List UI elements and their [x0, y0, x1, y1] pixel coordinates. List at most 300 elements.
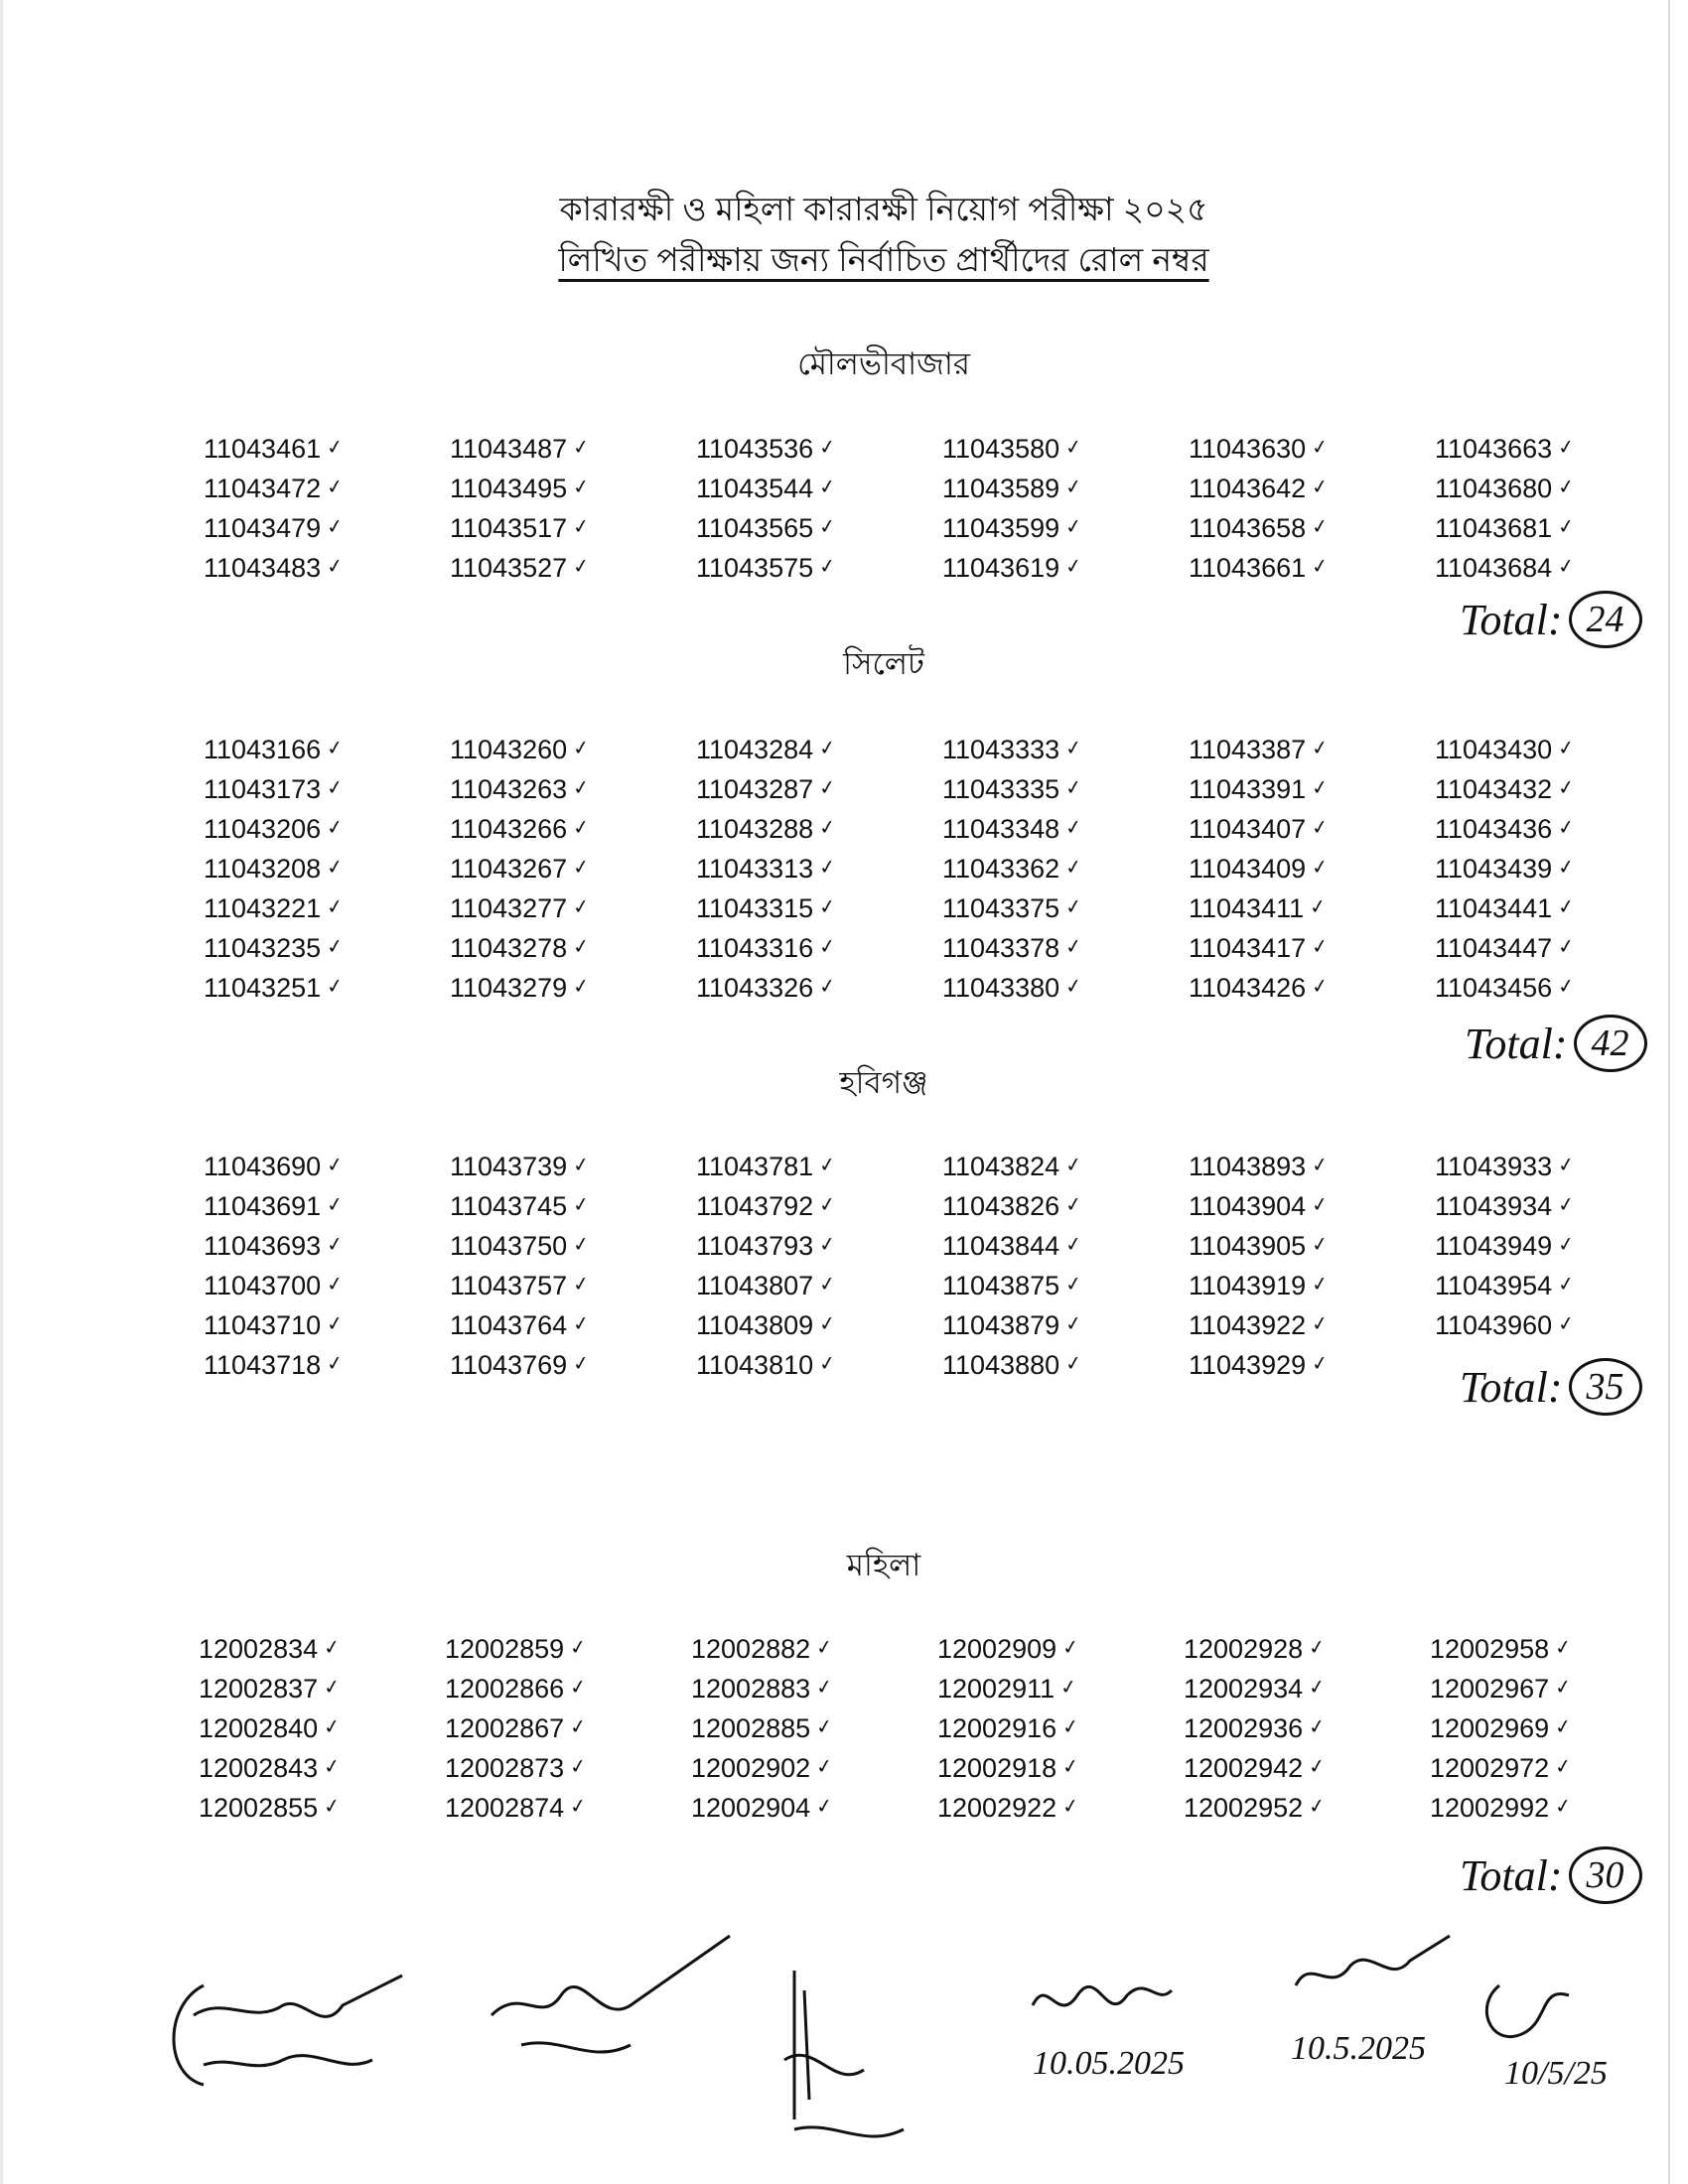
- roll-number-text: 11043279: [450, 973, 568, 1003]
- check-mark-icon: ✓: [325, 514, 346, 540]
- signature-date-3: 10/5/25: [1504, 2055, 1608, 2092]
- roll-number-text: 11043378: [942, 933, 1060, 963]
- roll-number: [1189, 1305, 1435, 1345]
- check-mark-icon: ✓: [1063, 974, 1084, 1000]
- roll-number-text: 11043684: [1435, 553, 1553, 583]
- check-mark-icon: ✓: [1307, 1675, 1328, 1701]
- roll-grid-habiganj: [204, 1147, 1681, 1385]
- roll-number: [942, 469, 1189, 508]
- check-mark-icon: ✓: [1556, 1311, 1577, 1337]
- roll-number: [691, 1708, 937, 1748]
- check-mark-icon: ✓: [1063, 1311, 1084, 1337]
- roll-number: [1435, 928, 1681, 968]
- roll-number-text: 11043288: [696, 814, 814, 844]
- signature-6-scribble: [1479, 1976, 1589, 2055]
- total-moulvibazar: Total: 24: [1460, 591, 1642, 648]
- signature-5: [1291, 1936, 1470, 2020]
- roll-number-text: 12002873: [445, 1753, 565, 1783]
- check-mark-icon: ✓: [1553, 1635, 1574, 1661]
- check-mark-icon: ✓: [1310, 1351, 1331, 1377]
- roll-number-text: 11043630: [1189, 434, 1307, 464]
- roll-number-text: 11043439: [1435, 854, 1553, 884]
- check-mark-icon: ✓: [1063, 435, 1084, 461]
- check-mark-icon: ✓: [325, 775, 346, 801]
- roll-number: [204, 1345, 450, 1385]
- roll-number-text: 11043430: [1435, 735, 1553, 764]
- roll-number-text: 11043750: [450, 1231, 568, 1261]
- roll-number: [199, 1629, 445, 1669]
- roll-number-text: 11043949: [1435, 1231, 1553, 1261]
- check-mark-icon: ✓: [1556, 894, 1577, 920]
- roll-number: [204, 548, 450, 588]
- roll-number-text: 12002866: [445, 1674, 565, 1704]
- roll-number-text: 12002859: [445, 1634, 565, 1664]
- check-mark-icon: ✓: [1310, 974, 1331, 1000]
- roll-number: [204, 809, 450, 849]
- roll-number-text: 11043436: [1435, 814, 1553, 844]
- roll-number-text: 11043922: [1189, 1310, 1307, 1340]
- roll-number-text: 11043905: [1189, 1231, 1307, 1261]
- roll-number: [450, 1345, 696, 1385]
- signature-5-scribble: [1291, 1936, 1470, 2015]
- check-mark-icon: ✓: [1556, 1153, 1577, 1178]
- roll-number-text: 11043313: [696, 854, 814, 884]
- check-mark-icon: ✓: [1556, 1192, 1577, 1218]
- roll-number: [204, 928, 450, 968]
- roll-number-text: 11043960: [1435, 1310, 1553, 1340]
- roll-number-text: 11043208: [204, 854, 322, 884]
- check-mark-icon: ✓: [817, 1153, 838, 1178]
- roll-number: [1435, 508, 1681, 548]
- roll-number-text: 11043495: [450, 474, 568, 503]
- roll-number: [696, 1226, 942, 1266]
- check-mark-icon: ✓: [814, 1635, 835, 1661]
- document-subtitle: লিখিত পরীক্ষায় জন্য নির্বাচিত প্রার্থীদের রোল নম্বর: [558, 241, 1209, 278]
- roll-number: [1189, 429, 1435, 469]
- roll-number-text: 11043409: [1189, 854, 1307, 884]
- roll-number-text: 12002952: [1184, 1793, 1304, 1823]
- roll-number: [1184, 1629, 1430, 1669]
- roll-number-text: 11043879: [942, 1310, 1060, 1340]
- check-mark-icon: ✓: [1556, 554, 1577, 580]
- roll-number-text: 11043479: [204, 513, 322, 543]
- check-mark-icon: ✓: [1553, 1675, 1574, 1701]
- check-mark-icon: ✓: [1063, 475, 1084, 500]
- roll-number: [1430, 1748, 1676, 1788]
- roll-number-text: 11043263: [450, 774, 568, 804]
- check-mark-icon: ✓: [568, 1754, 589, 1780]
- roll-number-text: 11043527: [450, 553, 568, 583]
- roll-number-text: 11043745: [450, 1191, 568, 1221]
- check-mark-icon: ✓: [322, 1635, 343, 1661]
- roll-number: [204, 1266, 450, 1305]
- roll-number-text: 11043260: [450, 735, 568, 764]
- signature-3-scribble: [774, 1971, 933, 2169]
- roll-number-text: 11043432: [1435, 774, 1553, 804]
- roll-number: [696, 469, 942, 508]
- roll-number-text: 11043575: [696, 553, 814, 583]
- signature-4-scribble: [1028, 1966, 1177, 2035]
- roll-number: [199, 1669, 445, 1708]
- roll-number-text: 11043362: [942, 854, 1060, 884]
- roll-number-text: 11043267: [450, 854, 568, 884]
- roll-number-text: 12002874: [445, 1793, 565, 1823]
- check-mark-icon: ✓: [1063, 855, 1084, 881]
- check-mark-icon: ✓: [1063, 554, 1084, 580]
- roll-number-text: 11043710: [204, 1310, 322, 1340]
- check-mark-icon: ✓: [1310, 775, 1331, 801]
- check-mark-icon: ✓: [817, 934, 838, 960]
- roll-number-text: 11043417: [1189, 933, 1307, 963]
- roll-number: [1430, 1788, 1676, 1828]
- check-mark-icon: ✓: [571, 1311, 592, 1337]
- check-mark-icon: ✓: [325, 1153, 346, 1178]
- check-mark-icon: ✓: [1308, 894, 1329, 920]
- roll-number: [1430, 1629, 1676, 1669]
- check-mark-icon: ✓: [1310, 1232, 1331, 1258]
- roll-number: [199, 1748, 445, 1788]
- check-mark-icon: ✓: [817, 1272, 838, 1297]
- check-mark-icon: ✓: [1060, 1754, 1081, 1780]
- roll-number: [696, 1147, 942, 1186]
- roll-number-text: 11043441: [1435, 893, 1553, 923]
- check-mark-icon: ✓: [571, 435, 592, 461]
- roll-number-text: 11043792: [696, 1191, 814, 1221]
- check-mark-icon: ✓: [325, 1272, 346, 1297]
- roll-number-text: 12002834: [199, 1634, 319, 1664]
- section-heading-habiganj: হবিগঞ্জ: [839, 1065, 928, 1100]
- roll-number: [1189, 1226, 1435, 1266]
- total-count: 30: [1569, 1846, 1642, 1904]
- roll-number: [1189, 809, 1435, 849]
- check-mark-icon: ✓: [1310, 514, 1331, 540]
- roll-number-text: 11043483: [204, 553, 322, 583]
- roll-number: [937, 1669, 1184, 1708]
- roll-number-text: 12002843: [199, 1753, 319, 1783]
- roll-number: [1189, 928, 1435, 968]
- roll-number: [937, 1629, 1184, 1669]
- roll-number: [1435, 548, 1681, 588]
- check-mark-icon: ✓: [1556, 815, 1577, 841]
- check-mark-icon: ✓: [568, 1794, 589, 1820]
- roll-number-text: 12002936: [1184, 1713, 1304, 1743]
- roll-number-text: 11043487: [450, 434, 568, 464]
- roll-number: [450, 769, 696, 809]
- roll-number: [445, 1629, 691, 1669]
- roll-number-text: 11043691: [204, 1191, 322, 1221]
- check-mark-icon: ✓: [1310, 1153, 1331, 1178]
- check-mark-icon: ✓: [817, 1232, 838, 1258]
- roll-number-text: 12002972: [1430, 1753, 1550, 1783]
- check-mark-icon: ✓: [814, 1714, 835, 1740]
- roll-number: [691, 1748, 937, 1788]
- roll-number: [942, 809, 1189, 849]
- roll-number-text: 12002967: [1430, 1674, 1550, 1704]
- roll-number: [1189, 1345, 1435, 1385]
- roll-number-text: 11043589: [942, 474, 1060, 503]
- roll-number-text: 12002883: [691, 1674, 811, 1704]
- check-mark-icon: ✓: [1556, 736, 1577, 761]
- check-mark-icon: ✓: [322, 1675, 343, 1701]
- check-mark-icon: ✓: [571, 855, 592, 881]
- roll-number-text: 11043536: [696, 434, 814, 464]
- check-mark-icon: ✓: [1556, 1232, 1577, 1258]
- roll-number-text: 11043793: [696, 1231, 814, 1261]
- roll-number: [942, 1226, 1189, 1266]
- check-mark-icon: ✓: [568, 1714, 589, 1740]
- roll-number: [942, 849, 1189, 888]
- roll-number-text: 11043700: [204, 1271, 322, 1300]
- roll-number: [1435, 1226, 1681, 1266]
- roll-number: [204, 1226, 450, 1266]
- roll-number: [204, 888, 450, 928]
- check-mark-icon: ✓: [571, 974, 592, 1000]
- section-heading-sylhet: সিলেট: [843, 646, 924, 681]
- roll-number: [1184, 1788, 1430, 1828]
- roll-number-text: 12002840: [199, 1713, 319, 1743]
- signature-3: [774, 1971, 933, 2174]
- roll-number-text: 12002958: [1430, 1634, 1550, 1664]
- roll-number: [696, 849, 942, 888]
- check-mark-icon: ✓: [1063, 1272, 1084, 1297]
- section-heading-moulvibazar: মৌলভীবাজার: [797, 346, 970, 381]
- check-mark-icon: ✓: [1556, 775, 1577, 801]
- check-mark-icon: ✓: [325, 894, 346, 920]
- roll-number-text: 11043769: [450, 1350, 568, 1380]
- check-mark-icon: ✓: [817, 435, 838, 461]
- roll-number: [204, 769, 450, 809]
- total-habiganj: Total: 35: [1460, 1358, 1642, 1416]
- roll-number-text: 11043348: [942, 814, 1060, 844]
- roll-number: [204, 1147, 450, 1186]
- roll-number-text: 11043663: [1435, 434, 1553, 464]
- roll-number: [204, 1186, 450, 1226]
- roll-number-text: 11043580: [942, 434, 1060, 464]
- roll-number: [1435, 769, 1681, 809]
- roll-number: [691, 1788, 937, 1828]
- roll-number: [942, 1147, 1189, 1186]
- roll-number: [942, 1266, 1189, 1305]
- check-mark-icon: ✓: [1060, 1635, 1081, 1661]
- check-mark-icon: ✓: [1556, 514, 1577, 540]
- roll-number: [204, 429, 450, 469]
- roll-number: [445, 1748, 691, 1788]
- roll-number-text: 12002922: [937, 1793, 1057, 1823]
- check-mark-icon: ✓: [571, 1272, 592, 1297]
- roll-number-text: 11043517: [450, 513, 568, 543]
- roll-number: [937, 1748, 1184, 1788]
- roll-number: [450, 429, 696, 469]
- check-mark-icon: ✓: [1310, 1272, 1331, 1297]
- roll-number-text: 11043326: [696, 973, 814, 1003]
- check-mark-icon: ✓: [1307, 1794, 1328, 1820]
- check-mark-icon: ✓: [571, 775, 592, 801]
- roll-number: [1435, 730, 1681, 769]
- roll-number-text: 11043781: [696, 1152, 814, 1181]
- roll-number: [696, 1186, 942, 1226]
- check-mark-icon: ✓: [1307, 1714, 1328, 1740]
- total-female: Total: 30: [1460, 1846, 1642, 1904]
- check-mark-icon: ✓: [1060, 1714, 1081, 1740]
- roll-number: [942, 888, 1189, 928]
- roll-number-text: 11043693: [204, 1231, 322, 1261]
- roll-number: [1435, 1266, 1681, 1305]
- roll-number-text: 11043472: [204, 474, 322, 503]
- roll-number: [942, 928, 1189, 968]
- roll-number: [445, 1708, 691, 1748]
- signature-1: [164, 1966, 402, 2110]
- check-mark-icon: ✓: [1063, 1153, 1084, 1178]
- roll-number: [450, 968, 696, 1008]
- signature-2: [482, 1936, 730, 2090]
- check-mark-icon: ✓: [1553, 1794, 1574, 1820]
- roll-number-text: 11043904: [1189, 1191, 1307, 1221]
- roll-number: [450, 730, 696, 769]
- check-mark-icon: ✓: [1063, 736, 1084, 761]
- check-mark-icon: ✓: [817, 475, 838, 500]
- roll-number: [450, 508, 696, 548]
- check-mark-icon: ✓: [817, 855, 838, 881]
- signature-date-1: 10.05.2025: [1033, 2045, 1185, 2082]
- roll-number-text: 11043565: [696, 513, 814, 543]
- roll-number: [696, 1266, 942, 1305]
- roll-number: [1184, 1669, 1430, 1708]
- check-mark-icon: ✓: [571, 736, 592, 761]
- check-mark-icon: ✓: [814, 1675, 835, 1701]
- check-mark-icon: ✓: [1307, 1635, 1328, 1661]
- check-mark-icon: ✓: [325, 554, 346, 580]
- roll-number: [450, 928, 696, 968]
- roll-number: [1189, 769, 1435, 809]
- roll-number: [450, 1147, 696, 1186]
- roll-number-text: 11043235: [204, 933, 322, 963]
- signature-2-scribble: [482, 1936, 730, 2085]
- roll-number: [1189, 1147, 1435, 1186]
- roll-number-text: 11043456: [1435, 973, 1553, 1003]
- roll-number-text: 11043880: [942, 1350, 1060, 1380]
- roll-number: [1435, 429, 1681, 469]
- roll-number: [1189, 548, 1435, 588]
- check-mark-icon: ✓: [325, 1192, 346, 1218]
- check-mark-icon: ✓: [1063, 775, 1084, 801]
- roll-number-text: 11043166: [204, 735, 322, 764]
- roll-number-text: 11043807: [696, 1271, 814, 1300]
- roll-number-text: 12002969: [1430, 1713, 1550, 1743]
- roll-number-text: 12002855: [199, 1793, 319, 1823]
- roll-number: [691, 1669, 937, 1708]
- roll-number: [450, 1305, 696, 1345]
- check-mark-icon: ✓: [1310, 736, 1331, 761]
- roll-number: [696, 928, 942, 968]
- check-mark-icon: ✓: [325, 435, 346, 461]
- roll-number-text: 11043284: [696, 735, 814, 764]
- check-mark-icon: ✓: [1063, 514, 1084, 540]
- check-mark-icon: ✓: [325, 1232, 346, 1258]
- roll-number: [696, 548, 942, 588]
- check-mark-icon: ✓: [817, 974, 838, 1000]
- roll-number: [199, 1708, 445, 1748]
- roll-number: [1435, 809, 1681, 849]
- roll-number: [204, 849, 450, 888]
- roll-number-text: 11043221: [204, 893, 322, 923]
- roll-number: [204, 508, 450, 548]
- signature-1-scribble: [164, 1966, 402, 2105]
- check-mark-icon: ✓: [1556, 475, 1577, 500]
- roll-number-text: 11043407: [1189, 814, 1307, 844]
- check-mark-icon: ✓: [571, 894, 592, 920]
- roll-grid-female: [199, 1629, 1676, 1828]
- roll-number-text: 11043426: [1189, 973, 1307, 1003]
- roll-number-text: 11043387: [1189, 735, 1307, 764]
- roll-number-text: 11043316: [696, 933, 814, 963]
- roll-number: [1435, 1305, 1681, 1345]
- roll-number: [1189, 469, 1435, 508]
- total-count: 35: [1569, 1358, 1642, 1416]
- roll-number-text: 12002885: [691, 1713, 811, 1743]
- roll-number-text: 11043447: [1435, 933, 1553, 963]
- check-mark-icon: ✓: [1553, 1714, 1574, 1740]
- roll-number-text: 12002911: [937, 1674, 1055, 1704]
- check-mark-icon: ✓: [1063, 1232, 1084, 1258]
- roll-number: [937, 1708, 1184, 1748]
- check-mark-icon: ✓: [568, 1675, 589, 1701]
- roll-grid-moulvibazar: [204, 429, 1681, 588]
- roll-number: [942, 508, 1189, 548]
- check-mark-icon: ✓: [325, 736, 346, 761]
- check-mark-icon: ✓: [817, 554, 838, 580]
- roll-number-text: 11043680: [1435, 474, 1553, 503]
- roll-number: [942, 1305, 1189, 1345]
- roll-number-text: 11043619: [942, 553, 1060, 583]
- roll-number-text: 11043380: [942, 973, 1060, 1003]
- roll-number-text: 12002837: [199, 1674, 319, 1704]
- roll-number-text: 11043919: [1189, 1271, 1307, 1300]
- roll-number-text: 11043933: [1435, 1152, 1553, 1181]
- signature-4: [1028, 1966, 1177, 2040]
- check-mark-icon: ✓: [1310, 1192, 1331, 1218]
- roll-number: [1435, 1186, 1681, 1226]
- check-mark-icon: ✓: [325, 855, 346, 881]
- check-mark-icon: ✓: [325, 475, 346, 500]
- roll-number-text: 11043287: [696, 774, 814, 804]
- roll-number: [1430, 1708, 1676, 1748]
- check-mark-icon: ✓: [571, 815, 592, 841]
- roll-number: [691, 1629, 937, 1669]
- roll-number: [204, 469, 450, 508]
- check-mark-icon: ✓: [1058, 1675, 1079, 1701]
- check-mark-icon: ✓: [571, 514, 592, 540]
- roll-number: [199, 1788, 445, 1828]
- roll-number-text: 11043893: [1189, 1152, 1307, 1181]
- check-mark-icon: ✓: [1063, 1351, 1084, 1377]
- roll-number-text: 11043277: [450, 893, 568, 923]
- roll-number: [450, 1226, 696, 1266]
- roll-number-text: 11043333: [942, 735, 1060, 764]
- check-mark-icon: ✓: [325, 815, 346, 841]
- roll-number-text: 11043411: [1189, 893, 1305, 923]
- roll-number-text: 12002942: [1184, 1753, 1304, 1783]
- roll-number-text: 12002909: [937, 1634, 1057, 1664]
- check-mark-icon: ✓: [325, 1351, 346, 1377]
- check-mark-icon: ✓: [1556, 435, 1577, 461]
- signature-6: [1479, 1976, 1589, 2060]
- roll-number-text: 11043934: [1435, 1191, 1553, 1221]
- check-mark-icon: ✓: [1310, 934, 1331, 960]
- total-count: 24: [1569, 591, 1642, 648]
- roll-number-text: 11043690: [204, 1152, 322, 1181]
- check-mark-icon: ✓: [571, 1351, 592, 1377]
- roll-number-text: 11043718: [204, 1350, 322, 1380]
